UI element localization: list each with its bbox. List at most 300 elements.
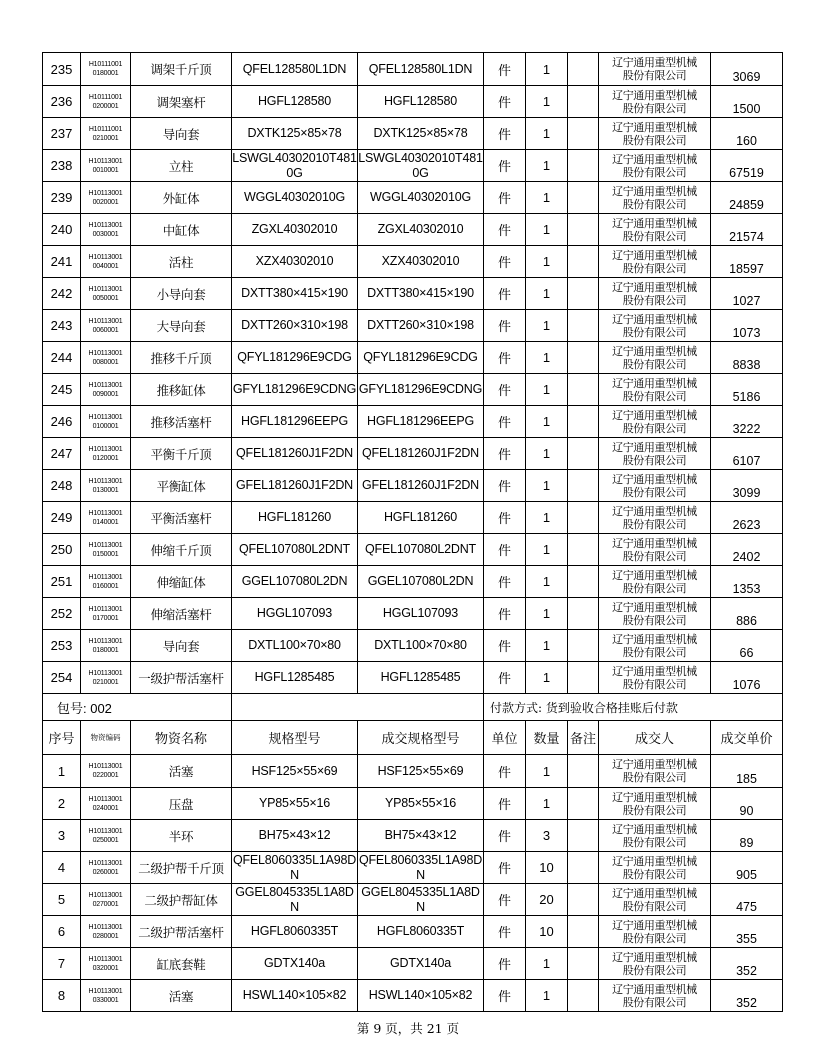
row-vendor-line: 辽宁通用重型机械 xyxy=(612,184,697,198)
row-code-line: 0250001 xyxy=(92,836,119,844)
row-code-line: 0090001 xyxy=(92,390,119,398)
row-code-line: H10113001 xyxy=(88,605,123,613)
row-code xyxy=(81,502,131,534)
row-vendor xyxy=(599,214,711,246)
row-vendor-line: 股份有限公司 xyxy=(622,325,687,339)
row-note xyxy=(568,182,599,214)
row-vendor xyxy=(599,53,711,86)
row-code-line: H10113001 xyxy=(88,189,123,197)
row-spec: LSWGL40302010T4810G xyxy=(232,150,357,180)
row-deal-spec: YP85×55×16 xyxy=(358,788,484,820)
row-qty: 1 xyxy=(526,342,568,374)
table-row xyxy=(43,884,783,916)
row-code-line: 0270001 xyxy=(92,900,119,908)
row-spec: GGEL107080L2DN xyxy=(232,566,358,598)
row-code-line: H10111001 xyxy=(88,61,123,68)
row-name: 压盘 xyxy=(131,788,232,820)
row-qty: 1 xyxy=(526,150,568,182)
row-note xyxy=(568,820,599,852)
row-vendor-line: 股份有限公司 xyxy=(622,613,687,627)
row-note xyxy=(568,598,599,630)
header-row xyxy=(43,721,783,755)
row-price-value: 352 xyxy=(736,996,757,1010)
row-price xyxy=(711,310,783,342)
row-vendor xyxy=(599,534,711,566)
row-price xyxy=(711,534,783,566)
row-code xyxy=(81,246,131,278)
row-price xyxy=(711,438,783,470)
row-price-value: 1073 xyxy=(732,326,761,340)
row-vendor-line: 辽宁通用重型机械 xyxy=(612,758,697,771)
row-vendor xyxy=(599,884,711,916)
row-spec: GDTX140a xyxy=(232,948,358,980)
row-vendor-line: 辽宁通用重型机械 xyxy=(612,664,697,678)
row-vendor-line: 辽宁通用重型机械 xyxy=(612,376,697,390)
table-row xyxy=(43,852,783,884)
header-note: 备注 xyxy=(568,721,599,755)
table-row xyxy=(43,662,783,694)
row-seq: 252 xyxy=(43,598,81,630)
row-spec: YP85×55×16 xyxy=(232,788,358,820)
row-vendor-line: 股份有限公司 xyxy=(622,293,687,307)
package-row xyxy=(43,694,783,721)
row-code-line: 0020001 xyxy=(92,198,119,206)
table-row xyxy=(43,566,783,598)
row-price-value: 2402 xyxy=(732,550,761,564)
row-spec: BH75×43×12 xyxy=(232,820,358,852)
row-spec: QFYL181296E9CDG xyxy=(232,342,358,374)
table-row xyxy=(43,630,783,662)
row-deal-spec: QFEL128580L1DN xyxy=(358,53,484,86)
row-code-line: H10113001 xyxy=(88,285,123,293)
row-vendor xyxy=(599,86,711,118)
table-row xyxy=(43,150,783,182)
row-deal-spec: GFYL181296E9CDNG xyxy=(358,374,484,406)
row-vendor-line: 股份有限公司 xyxy=(622,771,687,784)
row-note xyxy=(568,438,599,470)
row-code-line: 0180001 xyxy=(92,646,119,654)
package-002-rows xyxy=(43,755,783,1012)
row-vendor xyxy=(599,852,711,884)
row-unit: 件 xyxy=(484,406,526,438)
procurement-table xyxy=(42,52,783,1012)
row-deal-spec: HGFL8060335T xyxy=(358,916,484,948)
row-note xyxy=(568,662,599,694)
row-vendor-line: 辽宁通用重型机械 xyxy=(612,504,697,518)
row-code xyxy=(81,86,131,118)
row-seq: 7 xyxy=(43,948,81,980)
row-note xyxy=(568,980,599,1012)
row-price xyxy=(711,852,783,884)
row-deal-spec: HGFL1285485 xyxy=(358,662,484,694)
row-vendor xyxy=(599,788,711,820)
row-name: 缸底套鞋 xyxy=(131,948,232,980)
row-code-line: H10113001 xyxy=(88,317,123,325)
table-row xyxy=(43,86,783,118)
row-spec: HGFL1285485 xyxy=(232,662,358,694)
row-code-line: 0240001 xyxy=(92,804,119,812)
row-code xyxy=(81,916,131,948)
row-vendor xyxy=(599,374,711,406)
row-seq: 246 xyxy=(43,406,81,438)
row-name: 二级护帮千斤顶 xyxy=(131,852,232,884)
row-note xyxy=(568,502,599,534)
row-deal-spec: GGEL107080L2DN xyxy=(358,566,484,598)
row-qty: 1 xyxy=(526,630,568,662)
row-seq: 3 xyxy=(43,820,81,852)
row-unit: 件 xyxy=(484,438,526,470)
row-name: 平衡活塞杆 xyxy=(131,502,232,534)
row-vendor-line: 辽宁通用重型机械 xyxy=(612,886,697,900)
row-vendor xyxy=(599,662,711,694)
row-code-line: H10113001 xyxy=(88,763,123,770)
row-seq: 241 xyxy=(43,246,81,278)
row-qty: 10 xyxy=(526,916,568,948)
row-unit: 件 xyxy=(484,278,526,310)
row-price-value: 18597 xyxy=(729,262,764,276)
row-unit: 件 xyxy=(484,310,526,342)
row-seq: 238 xyxy=(43,150,81,182)
row-vendor-line: 辽宁通用重型机械 xyxy=(612,790,697,804)
header-seq: 序号 xyxy=(43,721,81,755)
row-vendor-line: 辽宁通用重型机械 xyxy=(612,408,697,422)
row-note xyxy=(568,86,599,118)
row-vendor xyxy=(599,630,711,662)
row-vendor xyxy=(599,406,711,438)
row-code-line: H10113001 xyxy=(88,795,123,803)
row-code xyxy=(81,534,131,566)
row-name: 二级护帮活塞杆 xyxy=(131,916,232,948)
row-price xyxy=(711,916,783,948)
row-deal-spec: HGFL181296EEPG xyxy=(358,406,484,438)
row-price xyxy=(711,118,783,150)
row-qty: 1 xyxy=(526,980,568,1012)
row-spec: GGEL8045335L1A8DN xyxy=(232,884,358,916)
row-seq: 5 xyxy=(43,884,81,916)
row-price-value: 8838 xyxy=(732,358,761,372)
row-note xyxy=(568,852,599,884)
row-code-line: 0320001 xyxy=(92,964,119,972)
row-code-line: H10111001 xyxy=(88,125,123,133)
row-unit: 件 xyxy=(484,53,526,86)
table-row xyxy=(43,342,783,374)
row-code-line: 0220001 xyxy=(92,772,119,779)
row-vendor xyxy=(599,502,711,534)
row-name: 活柱 xyxy=(131,246,232,278)
row-note xyxy=(568,630,599,662)
row-code xyxy=(81,980,131,1012)
row-vendor-line: 辽宁通用重型机械 xyxy=(612,248,697,262)
row-vendor-line: 股份有限公司 xyxy=(622,453,687,467)
row-vendor-line: 股份有限公司 xyxy=(622,69,687,82)
row-seq: 253 xyxy=(43,630,81,662)
row-name: 活塞 xyxy=(131,755,232,788)
table-row xyxy=(43,374,783,406)
row-seq: 244 xyxy=(43,342,81,374)
row-code-line: H10113001 xyxy=(88,157,123,165)
row-deal-spec: GDTX140a xyxy=(358,948,484,980)
row-price-value: 355 xyxy=(736,932,757,946)
row-note xyxy=(568,342,599,374)
row-price xyxy=(711,278,783,310)
row-code-line: 0140001 xyxy=(92,518,119,526)
row-seq: 247 xyxy=(43,438,81,470)
row-deal-spec: QFEL8060335L1A98DN xyxy=(358,852,483,882)
row-name: 伸缩活塞杆 xyxy=(131,598,232,630)
row-price xyxy=(711,406,783,438)
row-vendor-line: 辽宁通用重型机械 xyxy=(612,600,697,614)
row-code xyxy=(81,406,131,438)
row-code-line: 0100001 xyxy=(92,422,119,430)
table-row xyxy=(43,788,783,820)
row-vendor-line: 股份有限公司 xyxy=(622,549,687,563)
row-code xyxy=(81,884,131,916)
row-unit: 件 xyxy=(484,566,526,598)
row-price xyxy=(711,566,783,598)
row-price xyxy=(711,598,783,630)
row-vendor xyxy=(599,980,711,1012)
table-row xyxy=(43,53,783,86)
row-qty: 3 xyxy=(526,820,568,852)
row-name: 推移活塞杆 xyxy=(131,406,232,438)
row-qty: 1 xyxy=(526,374,568,406)
row-vendor-line: 股份有限公司 xyxy=(622,229,687,243)
row-price-value: 475 xyxy=(736,900,757,914)
row-vendor-line: 辽宁通用重型机械 xyxy=(612,280,697,294)
row-seq: 251 xyxy=(43,566,81,598)
row-code-line: H10113001 xyxy=(88,573,123,581)
table-row xyxy=(43,948,783,980)
row-qty: 1 xyxy=(526,86,568,118)
row-price-value: 3222 xyxy=(732,422,761,436)
row-spec: HGFL8060335T xyxy=(232,916,358,948)
row-price xyxy=(711,662,783,694)
row-code-line: 0200001 xyxy=(92,102,119,110)
row-deal-spec: HGFL128580 xyxy=(358,86,484,118)
row-code-line: 0210001 xyxy=(92,678,119,686)
row-qty: 1 xyxy=(526,470,568,502)
row-vendor-line: 辽宁通用重型机械 xyxy=(612,312,697,326)
row-deal-spec: LSWGL40302010T4810G xyxy=(358,150,483,180)
row-name: 导向套 xyxy=(131,118,232,150)
row-qty: 10 xyxy=(526,852,568,884)
row-deal-spec: DXTT260×310×198 xyxy=(358,310,484,342)
row-unit: 件 xyxy=(484,662,526,694)
row-name: 二级护帮缸体 xyxy=(131,884,232,916)
row-note xyxy=(568,310,599,342)
row-qty: 1 xyxy=(526,246,568,278)
table-row xyxy=(43,534,783,566)
row-code xyxy=(81,598,131,630)
row-vendor-line: 股份有限公司 xyxy=(622,963,687,977)
row-vendor-line: 辽宁通用重型机械 xyxy=(612,632,697,646)
row-vendor xyxy=(599,948,711,980)
row-price xyxy=(711,884,783,916)
row-code xyxy=(81,566,131,598)
row-code xyxy=(81,630,131,662)
table-row xyxy=(43,214,783,246)
row-seq: 254 xyxy=(43,662,81,694)
row-vendor xyxy=(599,916,711,948)
row-price-value: 1027 xyxy=(732,294,761,308)
row-code-line: 0280001 xyxy=(92,932,119,940)
row-spec: DXTT380×415×190 xyxy=(232,278,358,310)
row-code-line: 0260001 xyxy=(92,868,119,876)
row-deal-spec: DXTK125×85×78 xyxy=(358,118,484,150)
row-vendor-line: 辽宁通用重型机械 xyxy=(612,854,697,868)
row-unit: 件 xyxy=(484,534,526,566)
row-vendor xyxy=(599,182,711,214)
row-deal-spec: HGGL107093 xyxy=(358,598,484,630)
header-code: 物资编码 xyxy=(81,721,131,755)
row-deal-spec: ZGXL40302010 xyxy=(358,214,484,246)
row-price xyxy=(711,630,783,662)
row-note xyxy=(568,948,599,980)
package-blank xyxy=(232,694,484,721)
row-vendor-line: 股份有限公司 xyxy=(622,995,687,1009)
row-code-line: 0150001 xyxy=(92,550,119,558)
row-price xyxy=(711,980,783,1012)
row-price-value: 66 xyxy=(739,646,754,660)
row-seq: 237 xyxy=(43,118,81,150)
row-unit: 件 xyxy=(484,820,526,852)
row-spec: QFEL8060335L1A98DN xyxy=(232,852,357,882)
row-vendor xyxy=(599,470,711,502)
row-name: 调架千斤顶 xyxy=(131,53,232,86)
row-vendor xyxy=(599,118,711,150)
table-row xyxy=(43,246,783,278)
row-spec: HSWL140×105×82 xyxy=(232,980,358,1012)
row-qty: 1 xyxy=(526,948,568,980)
row-price xyxy=(711,820,783,852)
row-name: 调架塞杆 xyxy=(131,86,232,118)
row-deal-spec: HSF125×55×69 xyxy=(358,755,484,788)
row-price-value: 905 xyxy=(736,868,757,882)
row-qty: 1 xyxy=(526,598,568,630)
row-code-line: 0160001 xyxy=(92,582,119,590)
row-name: 平衡缸体 xyxy=(131,470,232,502)
row-vendor-line: 股份有限公司 xyxy=(622,931,687,945)
row-code xyxy=(81,948,131,980)
row-unit: 件 xyxy=(484,980,526,1012)
row-price xyxy=(711,214,783,246)
row-code xyxy=(81,150,131,182)
row-qty: 1 xyxy=(526,438,568,470)
row-code-line: H10113001 xyxy=(88,477,123,485)
row-vendor xyxy=(599,566,711,598)
row-deal-spec: GGEL8045335L1A8DN xyxy=(358,884,484,916)
row-qty: 1 xyxy=(526,278,568,310)
row-note xyxy=(568,118,599,150)
row-vendor xyxy=(599,150,711,182)
row-code-line: H10113001 xyxy=(88,827,123,835)
row-vendor-line: 辽宁通用重型机械 xyxy=(612,216,697,230)
row-vendor-line: 辽宁通用重型机械 xyxy=(612,56,697,69)
row-vendor xyxy=(599,246,711,278)
row-name: 立柱 xyxy=(131,150,232,182)
row-code-line: 0050001 xyxy=(92,294,119,302)
row-unit: 件 xyxy=(484,755,526,788)
row-name: 外缸体 xyxy=(131,182,232,214)
row-code-line: 0060001 xyxy=(92,326,119,334)
row-spec: ZGXL40302010 xyxy=(232,214,358,246)
row-seq: 249 xyxy=(43,502,81,534)
table-row xyxy=(43,310,783,342)
row-price-value: 1076 xyxy=(732,678,761,692)
package-label: 包号: 002 xyxy=(43,694,232,721)
row-vendor-line: 股份有限公司 xyxy=(622,803,687,817)
row-price xyxy=(711,246,783,278)
row-seq: 248 xyxy=(43,470,81,502)
row-price xyxy=(711,948,783,980)
row-deal-spec: WGGL40302010G xyxy=(358,182,484,214)
row-price-value: 185 xyxy=(736,772,757,786)
row-name: 大导向套 xyxy=(131,310,232,342)
row-unit: 件 xyxy=(484,150,526,182)
row-deal-spec: QFEL107080L2DNT xyxy=(358,534,484,566)
row-price xyxy=(711,86,783,118)
row-code-line: H10113001 xyxy=(88,987,123,995)
row-vendor-line: 辽宁通用重型机械 xyxy=(612,822,697,836)
row-qty: 1 xyxy=(526,182,568,214)
row-price-value: 3069 xyxy=(732,70,761,84)
row-price-value: 886 xyxy=(736,614,757,628)
table-row xyxy=(43,182,783,214)
row-qty: 1 xyxy=(526,118,568,150)
row-seq: 239 xyxy=(43,182,81,214)
row-price-value: 352 xyxy=(736,964,757,978)
table-row xyxy=(43,755,783,788)
row-vendor xyxy=(599,598,711,630)
row-vendor-line: 股份有限公司 xyxy=(622,133,687,147)
row-qty: 1 xyxy=(526,755,568,788)
row-qty: 1 xyxy=(526,662,568,694)
row-vendor-line: 股份有限公司 xyxy=(622,101,687,115)
table-row xyxy=(43,980,783,1012)
row-seq: 236 xyxy=(43,86,81,118)
row-seq: 250 xyxy=(43,534,81,566)
row-deal-spec: DXTT380×415×190 xyxy=(358,278,484,310)
row-unit: 件 xyxy=(484,246,526,278)
row-vendor-line: 股份有限公司 xyxy=(622,357,687,371)
row-name: 一级护帮活塞杆 xyxy=(131,662,232,694)
row-price-value: 89 xyxy=(739,836,754,850)
row-qty: 1 xyxy=(526,53,568,86)
table-row xyxy=(43,502,783,534)
header-name: 物资名称 xyxy=(131,721,232,755)
row-qty: 1 xyxy=(526,566,568,598)
package-001-rows xyxy=(43,53,783,694)
row-code xyxy=(81,374,131,406)
row-code xyxy=(81,852,131,884)
row-price-value: 6107 xyxy=(732,454,761,468)
row-vendor-line: 辽宁通用重型机械 xyxy=(612,88,697,102)
row-vendor-line: 辽宁通用重型机械 xyxy=(612,440,697,454)
row-spec: HGFL181296EEPG xyxy=(232,406,358,438)
row-deal-spec: QFYL181296E9CDG xyxy=(358,342,484,374)
row-code-line: H10113001 xyxy=(88,859,123,867)
row-code-line: 0010001 xyxy=(92,166,119,174)
row-price-value: 24859 xyxy=(729,198,764,212)
row-code-line: H10113001 xyxy=(88,413,123,421)
row-note xyxy=(568,470,599,502)
row-seq: 242 xyxy=(43,278,81,310)
row-code xyxy=(81,438,131,470)
row-note xyxy=(568,53,599,86)
row-deal-spec: BH75×43×12 xyxy=(358,820,484,852)
row-deal-spec: HSWL140×105×82 xyxy=(358,980,484,1012)
row-note xyxy=(568,214,599,246)
